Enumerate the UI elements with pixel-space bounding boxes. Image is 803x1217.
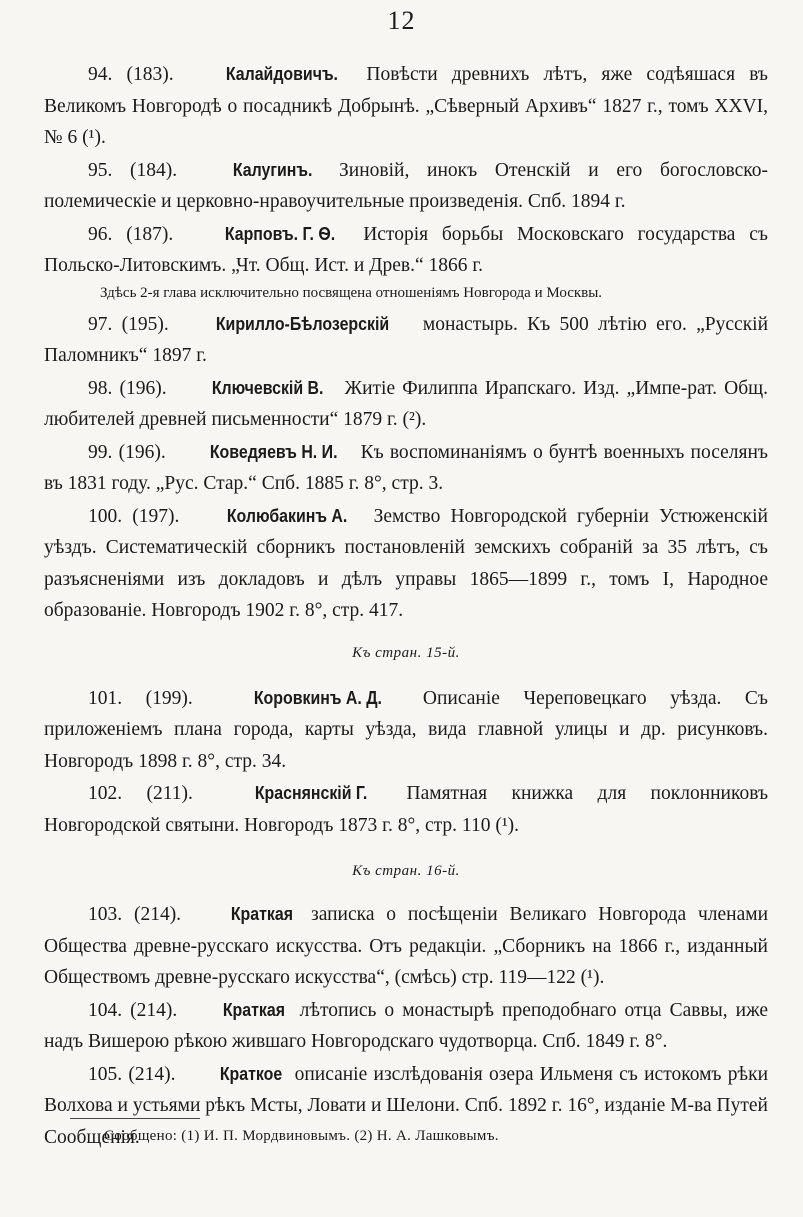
entry-author: Калугинъ. [232,158,313,180]
entry-author: Колюбакинъ А. [227,504,348,526]
bibliography-list [44,58,768,1153]
entry-author: Коведяевъ Н. И. [209,440,338,462]
bibliography-entry [44,58,768,154]
entry-note: Здѣсь 2-я глава исключительно посвящена отношеніямъ Новгорода и Москвы. [100,284,603,301]
entry-text: описаніе изслѣдованія озера Ильменя съ истокомъ рѣки Волхова и устьями рѣкъ Мсты, Ловати и Шелони. Спб. 1892 г. 16°, изданіе М-ва Путей Сообщенія. [44,1063,769,1148]
entry-text: Земство Новгородской губерніи Устюженскій уѣздъ. Систематическій сборникъ постановленій земскихъ собраній за 35 лѣтъ, съ разъясненіями изъ докладовъ и дѣлъ управы 1865—1899 г., томъ I, Народное образованіе. Новгородъ 1902 г. 8°, стр. 417. [44,505,768,621]
bibliography-entry [44,682,768,778]
entry-author: Ключевскій В. [211,376,324,398]
entry-author: Краснянскій Г. [255,782,368,803]
entry-text: Зиновій, инокъ Отенскій и его богословско-полемическіе и церковно-нравоучительные произведенія. Спб. 1894 г. [44,159,768,212]
bibliography-entry [44,308,768,372]
footnote: Сообщено: (1) И. П. Мордвиновымъ. (2) Н. А. Лашковымъ. [104,1128,499,1144]
entry-text: монастырь. Къ 500 лѣтію его. „Русскій Паломникъ“ 1897 г. [44,313,769,366]
bibliography-entry [44,898,768,994]
entry-author: Краткая [230,903,293,924]
bibliography-entry [44,994,768,1058]
bibliography-entry [44,154,768,218]
footnote-divider [70,1118,200,1119]
entry-number: 98. (196). [88,377,167,399]
section-header: Къ стран. 15-й. [352,644,460,661]
entry-number: 99. (196). [88,441,166,463]
bibliography-entry [44,436,768,500]
entry-author: Карповъ. Г. Ѳ. [224,222,336,244]
entry-number: 105. (214). [88,1063,176,1085]
entry-text: записка о посѣщеніи Великаго Новгорода членами Общества древне-русскаго искусства. Отъ редакціи. „Сборникъ на 1866 г., изданный Обществомъ древне-русскаго искусства“, (смѣсь) стр. 119—122 (¹). [44,904,769,988]
entry-number: 104. (214). [88,999,178,1021]
entry-text: Исторія борьбы Московскаго государства съ Польско-Литовскимъ. „Чт. Общ. Ист. и Древ.“ 1866 г. [44,223,768,276]
entry-number: 101. (199). [88,687,193,709]
entry-author: Коровкинъ А. Д. [254,686,383,708]
entry-number: 97. (195). [88,313,169,335]
entry-text: Описаніе Череповецкаго уѣзда. Съ приложеніемъ плана города, карты уѣзда, вида главной улицы и др. рисунковъ. Новгородъ 1898 г. 8°, стр. 34. [44,687,768,772]
entry-text: Памятная книжка для поклонниковъ Новгородской святыни. Новгородъ 1873 г. 8°, стр. 110 (¹). [44,783,769,836]
entry-number: 95. (184). [88,159,178,181]
bibliography-entry [44,218,768,282]
entry-author: Краткое [219,1062,282,1084]
entry-number: 103. (214). [88,904,182,925]
entry-text: Житіе Филиппа Ирапскаго. Изд. „Импе-рат. Общ. любителей древней письменности“ 1879 г. (²). [44,377,769,430]
entry-text: Къ воспоминаніямъ о бунтѣ военныхъ поселянъ въ 1831 году. „Рус. Стар.“ Спб. 1885 г. 8°, стр. 3. [44,441,768,494]
page-number: 12 [387,6,416,35]
entry-text: лѣтопись о монастырѣ преподобнаго отца Саввы, иже надъ Вишерою рѣкою жившаго Новгородскаго чудотворца. Спб. 1849 г. 8°. [44,999,768,1052]
entry-text: Повѣсти древнихъ лѣтъ, яже содѣяшася въ Великомъ Новгородѣ о посадникѣ Добрынѣ. „Сѣверный Архивъ“ 1827 г., томъ XXVI, № 6 (¹). [44,64,769,148]
entry-number: 96. (187). [88,223,174,245]
entry-number: 100. (197). [88,505,180,527]
entry-author: Кирилло-Бѣлозерскій [215,312,390,334]
entry-author: Калайдовичъ. [225,63,338,84]
entry-author: Краткая [223,998,286,1020]
entry-number: 102. (211). [88,783,193,804]
entry-number: 94. (183). [88,64,174,85]
bibliography-entry [44,500,768,627]
section-header: Къ стран. 16-й. [352,863,460,879]
bibliography-entry [44,372,768,436]
bibliography-entry [44,777,768,841]
